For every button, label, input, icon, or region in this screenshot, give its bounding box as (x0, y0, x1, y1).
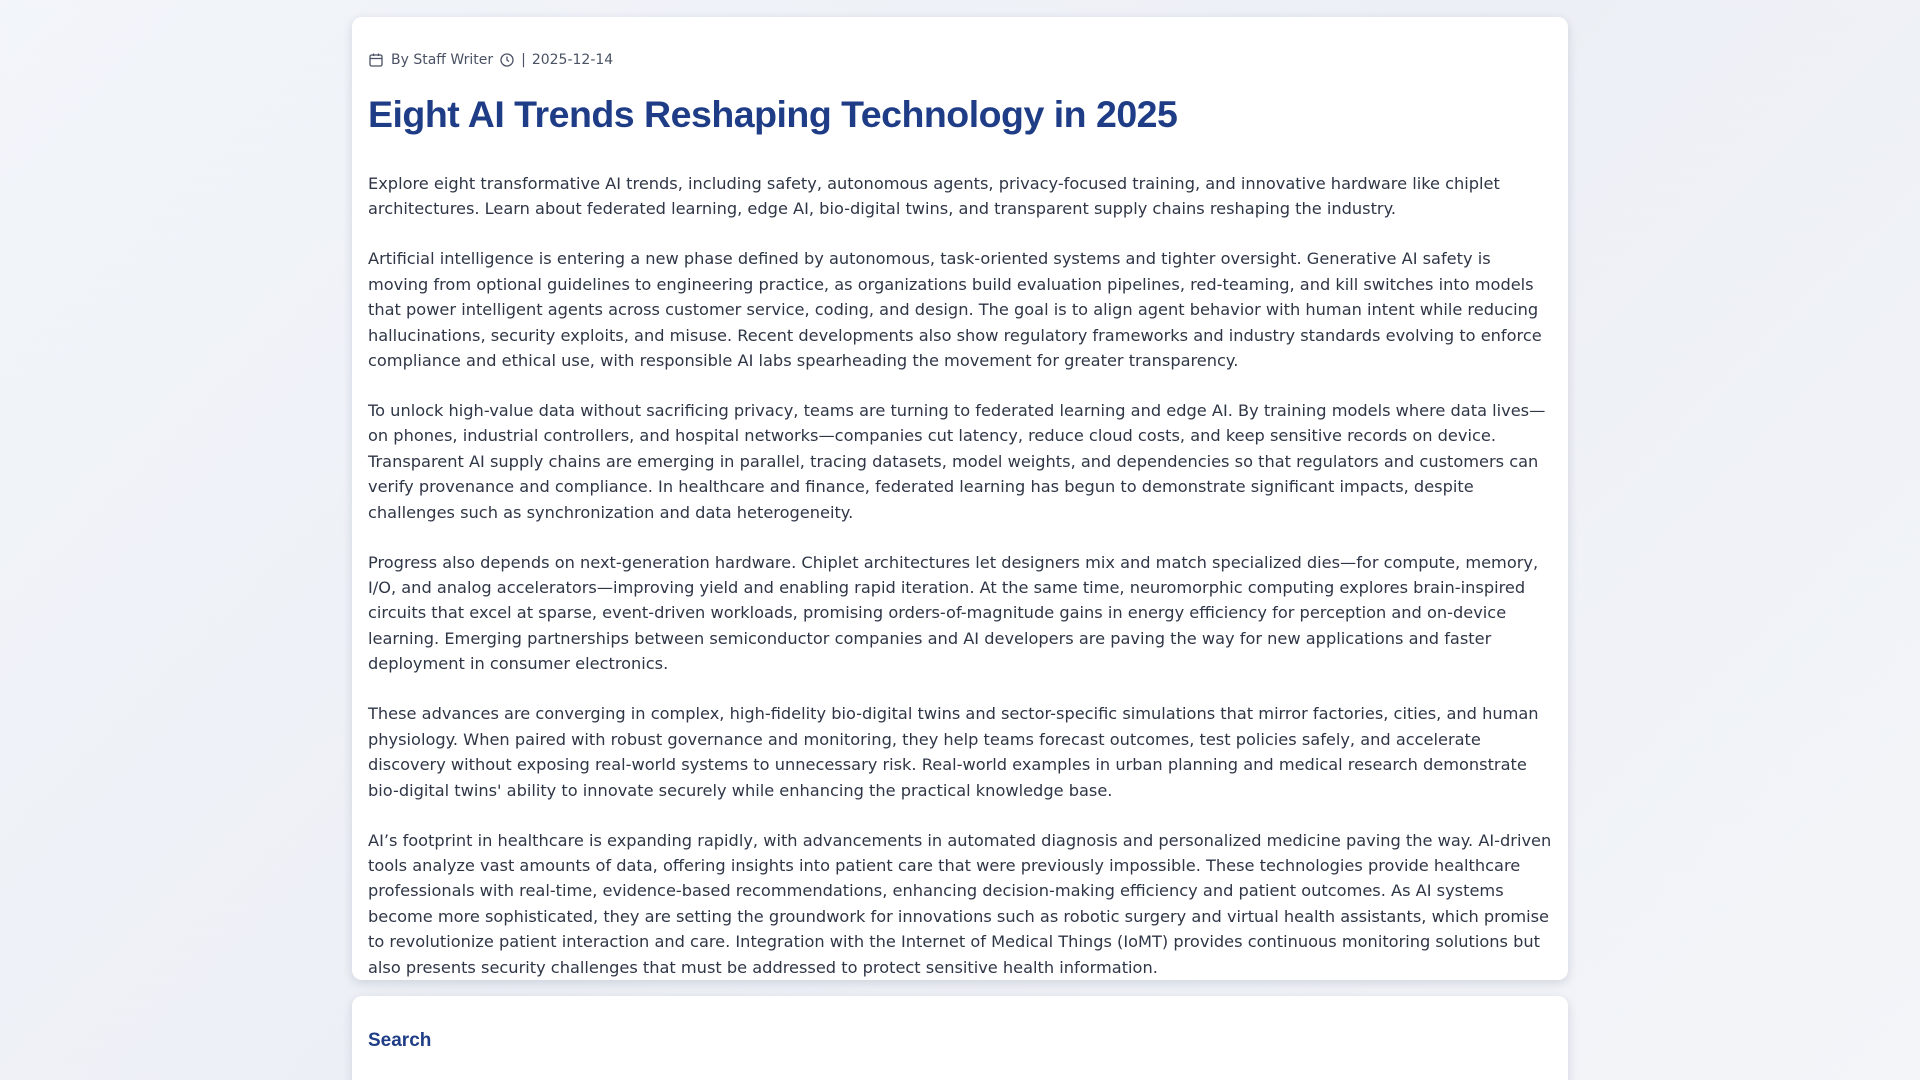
article-summary: Explore eight transformative AI trends, including safety, autonomous agents, privacy-focused training, and innovative hardware like chiplet architectures. Learn about federated learning, edge AI, bio-digital twins, and transparent supply chains reshaping the industry. (368, 174, 1500, 219)
article-title: Eight AI Trends Reshaping Technology in 2025 (368, 93, 1178, 135)
search-heading: Search (368, 1030, 432, 1051)
publish-date: 2025-12-14 (531, 52, 614, 68)
date-separator: | (521, 52, 526, 68)
search-widget (352, 996, 1568, 1080)
article-paragraph: Artificial intelligence is entering a new phase defined by autonomous, task-oriented systems and tighter oversight. Generative AI safety is moving from optional guidelines to engineering practice, as organizations build evaluation pipelines, red-teaming, and kill switches into models that power intelligent agents across customer service, coding, and design. The goal is to align agent behavior with human intent while reducing hallucinations, security exploits, and misuse. Recent developments also show regulatory frameworks and industry standards evolving to enforce compliance and ethical use, with responsible AI labs spearheading the movement for greater transparency. (368, 249, 1542, 371)
article-paragraph: Progress also depends on next-generation hardware. Chiplet architectures let designers mix and match specialized dies—for compute, memory, I/O, and analog accelerators—improving yield and enabling rapid iteration. At the same time, neuromorphic computing explores brain-inspired circuits that excel at sparse, event-driven workloads, promising orders-of-magnitude gains in energy efficiency for perception and on-device learning. Emerging partnerships between semiconductor companies and AI developers are paving the way for new applications and faster deployment in consumer electronics. (368, 552, 1539, 674)
byline: By Staff Writer (391, 52, 494, 68)
article-paragraph: AI’s footprint in healthcare is expanding rapidly, with advancements in automated diagnosis and personalized medicine paving the way. AI-driven tools analyze vast amounts of data, offering insights into patient care that were previously impossible. These technologies provide healthcare professionals with real-time, evidence-based recommendations, enhancing decision-making efficiency and patient outcomes. As AI systems become more sophisticated, they are setting the groundwork for innovations such as robotic surgery and virtual health assistants, which promise to revolutionize patient interaction and care. Integration with the Internet of Medical Things (IoMT) provides continuous monitoring solutions but also presents security challenges that must be addressed to protect sensitive health information. (368, 830, 1552, 977)
clock-icon (499, 52, 515, 68)
article-card (352, 17, 1568, 980)
calendar-icon (368, 52, 384, 68)
article-paragraph: These advances are converging in complex, high-fidelity bio-digital twins and sector-specific simulations that mirror factories, cities, and human physiology. When paired with robust governance and monitoring, they help teams forecast outcomes, test policies safely, and accelerate discovery without exposing real-world systems to unnecessary risk. Real-world examples in urban planning and medical research demonstrate bio-digital twins' ability to innovate securely while enhancing the practical knowledge base. (368, 704, 1539, 800)
article-paragraph: To unlock high-value data without sacrificing privacy, teams are turning to federated learning and edge AI. By training models where data lives—on phones, industrial controllers, and hospital networks—companies cut latency, reduce cloud costs, and keep sensitive records on device. Transparent AI supply chains are emerging in parallel, tracing datasets, model weights, and dependencies so that regulators and customers can verify provenance and compliance. In healthcare and finance, federated learning has begun to demonstrate significant impacts, despite challenges such as synchronization and data heterogeneity. (368, 401, 1546, 522)
article-meta (368, 43, 613, 77)
article-body (368, 171, 1552, 1005)
